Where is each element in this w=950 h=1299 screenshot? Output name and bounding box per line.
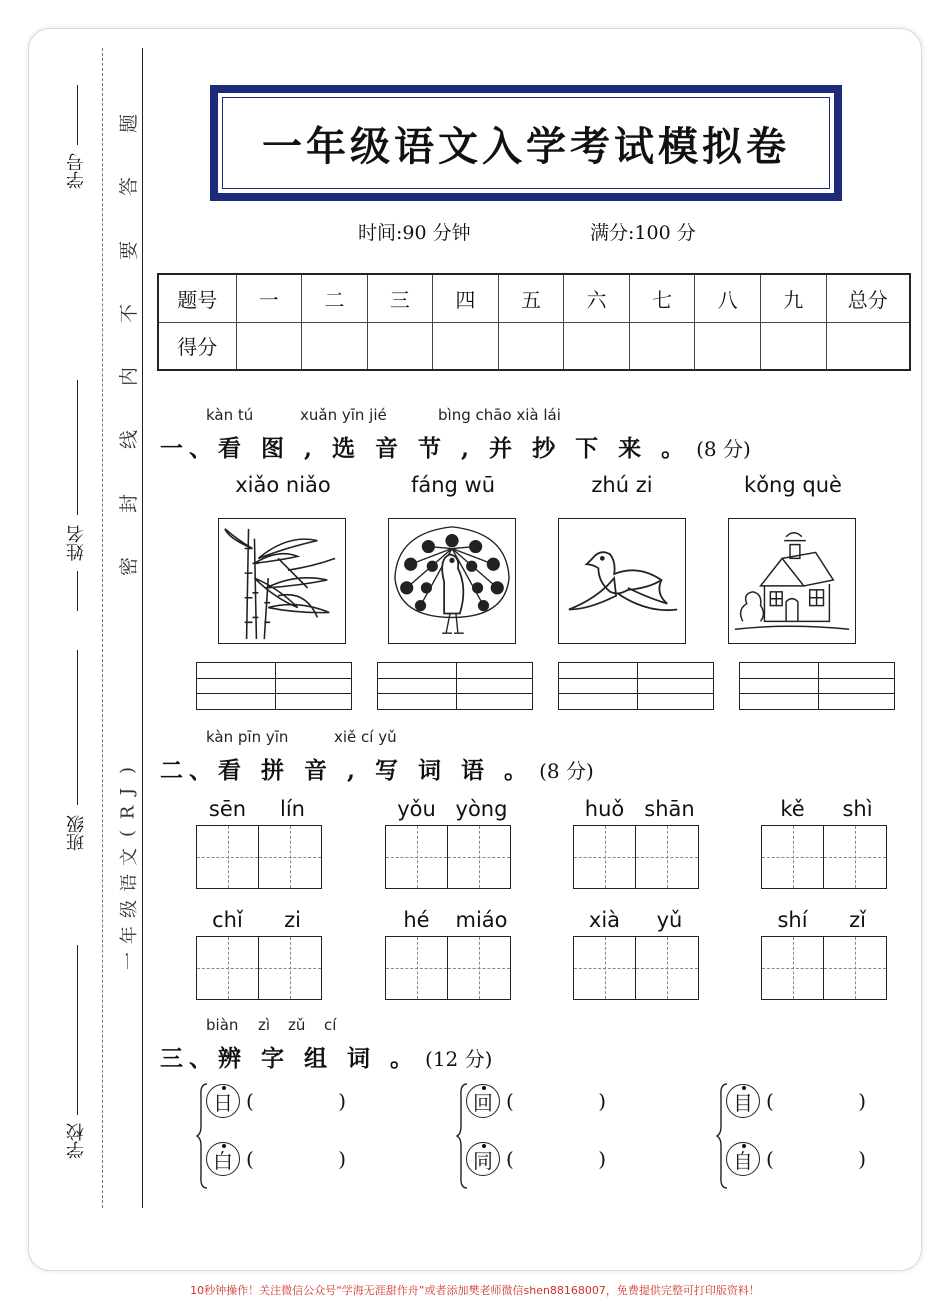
table-header: 四 [433,274,499,322]
school-field [62,945,92,1175]
subject-char: 文 [119,848,140,866]
seal-char: 线 [118,430,141,450]
character-circle: 白 [206,1142,240,1176]
subject-char: 语 [119,874,140,892]
section-points: (8 分) [539,759,594,783]
character-circle: 回 [466,1084,500,1118]
option-label: fáng wū [410,473,496,497]
table-header: 七 [629,274,695,322]
class-label: 班级 [66,815,87,851]
table-header: 八 [695,274,761,322]
character-circle: 自 [726,1142,760,1176]
answer-blank[interactable]: ( ) [766,1089,866,1113]
student-id-field [62,85,92,315]
score-cell[interactable] [760,322,826,370]
full-score: 满分:100 分 [590,222,696,244]
footer-note: 10秒钟操作！关注微信公众号“学海无涯甜作舟”或者添加樊老师微信shen88168007，免费提供完整可打印版资料！ [190,1284,760,1297]
word-pinyin: sēn lín [208,797,305,821]
pinyin-text: bìng chāo xià lái [438,406,561,424]
writing-grid[interactable] [761,936,887,1000]
table-header: 二 [302,274,368,322]
character-circle: 日 [206,1084,240,1118]
subject-char: 年 [119,926,140,944]
section-points: (8 分) [696,437,751,461]
title-box [210,85,842,201]
character-group [456,1080,656,1192]
section2-heading [160,752,594,785]
answer-box[interactable] [196,662,352,710]
seal-char: 内 [118,367,141,387]
score-cell[interactable] [695,322,761,370]
seal-char: 要 [118,240,141,260]
subject-char: R [117,805,139,820]
pinyin-text: xuǎn yīn jié [300,406,387,424]
name-label: 姓名 [66,525,87,561]
section-title: 一、看 图 , 选 音 节 , 并 抄 下 来 。 [160,435,691,462]
score-table-score-row [158,322,910,370]
exam-time: 时间:90 分钟 [358,222,471,244]
name-field [62,380,92,620]
subject-vertical-label [113,760,143,970]
table-header: 五 [498,274,564,322]
score-cell[interactable] [498,322,564,370]
writing-grid[interactable] [385,936,511,1000]
section-title: 二、看 拼 音 , 写 词 语 。 [160,757,534,784]
pinyin-text: cí [324,1016,337,1034]
score-cell[interactable] [564,322,630,370]
writing-grid[interactable] [385,825,511,889]
writing-grid[interactable] [573,825,699,889]
pinyin-text: xiě cí yǔ [334,728,397,746]
pinyin-text: zì [258,1016,271,1034]
word-pinyin: shí zǐ [777,908,866,932]
cut-line [102,48,103,1208]
section-points: (12 分) [425,1047,493,1071]
table-header: 三 [367,274,433,322]
answer-blank[interactable]: ( ) [246,1147,346,1171]
score-cell[interactable] [433,322,499,370]
subject-char: 一 [119,952,140,970]
student-id-label: 学号 [66,153,87,189]
character-group [716,1080,916,1192]
subject-char: ( [117,829,139,838]
character-circle: 同 [466,1142,500,1176]
class-field [62,650,92,890]
answer-box[interactable] [739,662,895,710]
seal-instruction [113,110,143,580]
writing-grid[interactable] [573,936,699,1000]
answer-box[interactable] [377,662,533,710]
subject-char: J [117,787,139,796]
option-label: zhú zi [591,473,653,497]
writing-grid[interactable] [196,825,322,889]
subject-char: 级 [119,900,140,918]
answer-blank[interactable]: ( ) [246,1089,346,1113]
table-header: 九 [760,274,826,322]
table-header: 总分 [826,274,910,322]
table-header: 一 [236,274,302,322]
school-label: 学校 [66,1123,87,1159]
word-pinyin: yǒu yòng [397,797,508,821]
bird-picture [558,518,686,644]
seal-char: 封 [118,493,141,513]
seal-char: 题 [118,113,141,134]
bamboo-picture [218,518,346,644]
character-group [196,1080,396,1192]
page-title: 一年级语文入学考试模拟卷 [262,122,790,170]
seal-char: 不 [118,303,141,323]
score-table [157,273,911,371]
score-table-header-row [158,274,910,322]
word-pinyin: kě shì [780,797,873,821]
score-cell[interactable] [367,322,433,370]
score-cell[interactable] [302,322,368,370]
section-title: 三、辨 字 组 词 。 [160,1045,420,1072]
word-pinyin: xià yǔ [588,908,683,932]
word-pinyin: huǒ shān [584,797,695,821]
score-cell[interactable] [236,322,302,370]
table-header: 六 [564,274,630,322]
house-picture [728,518,856,644]
answer-blank[interactable]: ( ) [766,1147,866,1171]
answer-box[interactable] [558,662,714,710]
word-pinyin: chǐ zi [212,908,301,932]
table-header: 题号 [158,274,236,322]
seal-char: 答 [118,177,141,197]
character-circle: 目 [726,1084,760,1118]
row-label: 得分 [158,322,236,370]
peacock-picture [388,518,516,644]
score-cell[interactable] [629,322,695,370]
pinyin-text: zǔ [288,1016,306,1034]
option-label: xiǎo niǎo [235,473,331,497]
subject-char: ) [117,766,139,775]
answer-blank[interactable]: ( ) [506,1147,606,1171]
pinyin-text: kàn tú [206,406,254,424]
word-pinyin: hé miáo [403,908,508,932]
writing-grid[interactable] [761,825,887,889]
answer-blank[interactable]: ( ) [506,1089,606,1113]
pinyin-text: biàn [206,1016,239,1034]
seal-char: 密 [118,556,141,576]
section3-heading [160,1040,492,1073]
section1-heading [160,430,751,463]
pinyin-text: kàn pīn yīn [206,728,289,746]
writing-grid[interactable] [196,936,322,1000]
option-label: kǒng què [744,473,842,497]
score-cell[interactable] [826,322,910,370]
